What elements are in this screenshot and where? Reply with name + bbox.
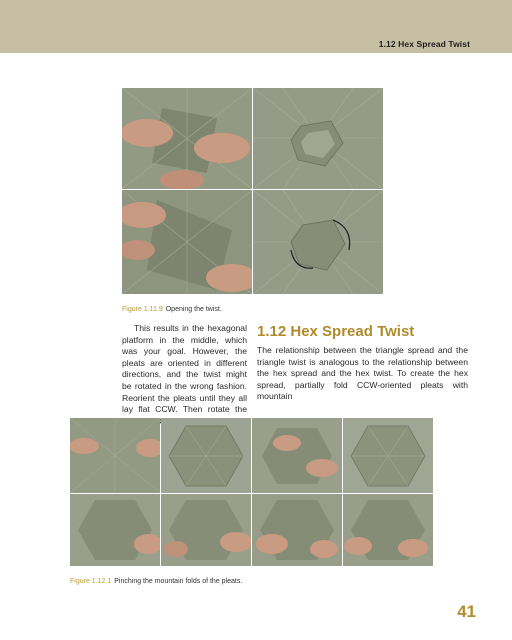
photo-bottom-7 [252, 494, 342, 566]
photo-bottom-2 [161, 418, 251, 493]
section-paragraph: The relationship between the triangle spread and the triangle twist is analogous to the relationship between the hex spread and the hex twist. To create the hex spread, partially fold CCW-oriented pleats with mountain [257, 345, 468, 402]
photo-bottom-5 [70, 494, 160, 566]
photo-bottom-8 [343, 494, 433, 566]
photo-bottom-4 [343, 418, 433, 493]
photo-top-1 [122, 88, 252, 189]
figure-bottom-caption-text: Pinching the mountain folds of the pleats. [114, 578, 243, 585]
figure-top-caption [122, 306, 222, 313]
left-column-paragraph: This results in the hexagonal platform in the middle, which was your goal. However, the pleats are oriented in different directions, and the twist might be rotated in the wrong fashion. Reorient the pleats until they all lay flat CCW. Then rotate the [122, 323, 247, 415]
photo-top-3 [122, 190, 252, 294]
figure-top-caption-text: Opening the twist. [165, 306, 222, 313]
figure-bottom-label: Figure 1.12.1 [70, 578, 112, 585]
photo-top-2 [253, 88, 383, 189]
figure-top-label: Figure 1.11.9 [122, 306, 163, 313]
photo-bottom-3 [252, 418, 342, 493]
running-head: 1.12 Hex Spread Twist [378, 39, 470, 49]
photo-bottom-1 [70, 418, 160, 493]
photo-bottom-6 [161, 494, 251, 566]
figure-bottom-caption [70, 578, 242, 585]
photo-top-4 [253, 190, 383, 294]
page-number: 41 [457, 602, 476, 621]
section-heading: 1.12 Hex Spread Twist [257, 323, 415, 340]
